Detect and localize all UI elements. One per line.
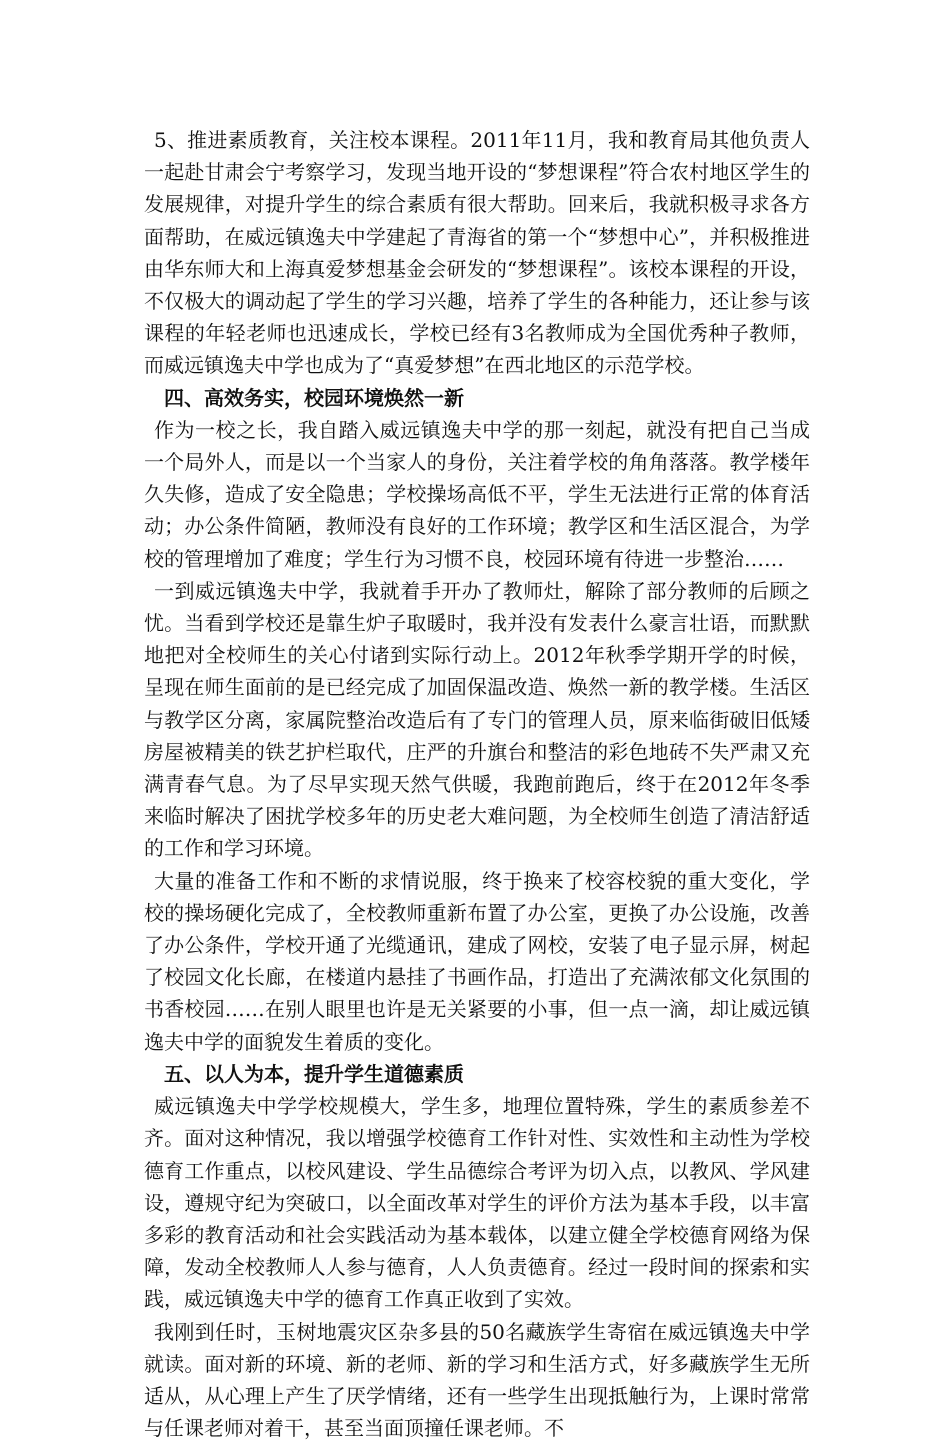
paragraph-tibetan-students: 我刚到任时，玉树地震灾区杂多县的50名藏族学生寄宿在威远镇逸夫中学就读。面对新的环境、新的老师、新的学习和生活方式，好多藏族学生无所适从，从心理上产生了厌学情绪，还有一些学生出现抵触行为，上课时常常与任课老师对着干，甚至当面顶撞任课老师。不 <box>144 1319 810 1441</box>
section-heading-5: 五、以人为本，提升学生道德素质 <box>164 1061 464 1086</box>
paragraph-quality-education: 5、推进素质教育，关注校本课程。2011年11月，我和教育局其他负责人一起赴甘肃会宁考察学习，发现当地开设的“梦想课程”符合农村地区学生的发展规律，对提升学生的综合素质有很大帮助。回来后，我就积极寻求各方面帮助，在威远镇逸夫中学建起了青海省的第一个“梦想中心”，并积极推进由华东师大和上海真爱梦想基金会研发的“梦想课程”。该校本课程的开设，不仅极大的调动起了学生的学习兴趣，培养了学生的各种能力，还让参与该课程的年轻老师也迅速成长，学校已经有3名教师成为全国优秀种子教师，而威远镇逸夫中学也成为了“真爱梦想”在西北地区的示范学校。 <box>144 128 810 378</box>
paragraph-teacher-canteen: 一到威远镇逸夫中学，我就着手开办了教师灶，解除了部分教师的后顾之忧。当看到学校还是靠生炉子取暖时，我并没有发表什么豪言壮语，而默默地把对全校师生的关心付诸到实际行动上。2012年秋季学期开学的时候，呈现在师生面前的是已经完成了加固保温改造、焕然一新的教学楼。生活区与教学区分离，家属院整治改造后有了专门的管理人员，原来临街破旧低矮房屋被精美的铁艺护栏取代，庄严的升旗台和整洁的彩色地砖不失严肃又充满青春气息。为了尽早实现天然气供暖，我跑前跑后，终于在2012年冬季来临时解决了困扰学校多年的历史老大难问题，为全校师生创造了清洁舒适的工作和学习环境。 <box>144 578 810 861</box>
section-heading-4: 四、高效务实，校园环境焕然一新 <box>164 385 464 410</box>
paragraph-campus-change: 大量的准备工作和不断的求情说服，终于换来了校容校貌的重大变化，学校的操场硬化完成了，全校教师重新布置了办公室，更换了办公设施，改善了办公条件，学校开通了光缆通讯，建成了网校，安装了电子显示屏，树起了校园文化长廊，在楼道内悬挂了书画作品，打造出了充满浓郁文化氛围的书香校园……在别人眼里也许是无关紧要的小事，但一点一滴，却让威远镇逸夫中学的面貌发生着质的变化。 <box>144 868 810 1054</box>
document-page <box>144 124 810 1444</box>
paragraph-principal-role: 作为一校之长，我自踏入威远镇逸夫中学的那一刻起，就没有把自己当成一个局外人，而是以一个当家人的身份，关注着学校的角角落落。教学楼年久失修，造成了安全隐患；学校操场高低不平，学生无法进行正常的体育活动；办公条件简陋，教师没有良好的工作环境；教学区和生活区混合，为学校的管理增加了难度；学生行为习惯不良，校园环境有待进一步整治…… <box>144 417 810 571</box>
paragraph-moral-education: 威远镇逸夫中学学校规模大，学生多，地理位置特殊，学生的素质参差不齐。面对这种情况，我以增强学校德育工作针对性、实效性和主动性为学校德育工作重点，以校风建设、学生品德综合考评为切入点，以教风、学风建设，遵规守纪为突破口，以全面改革对学生的评价方法为基本手段，以丰富多彩的教育活动和社会实践活动为基本载体，以建立健全学校德育网络为保障，发动全校教师人人参与德育，人人负责德育。经过一段时间的探索和实践，威远镇逸夫中学的德育工作真正收到了实效。 <box>144 1094 810 1312</box>
